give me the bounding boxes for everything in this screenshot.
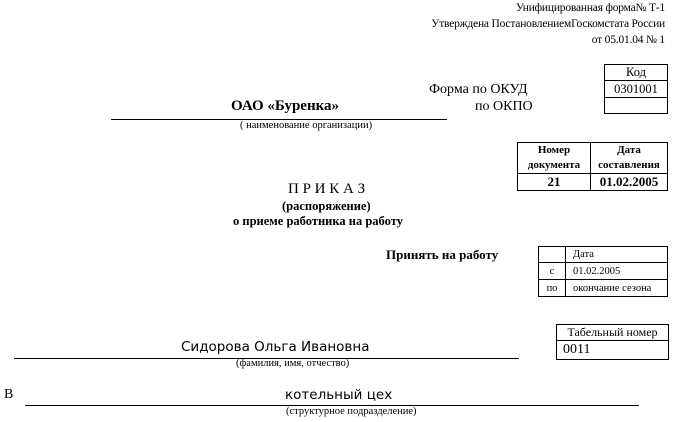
hire-empty-cell [539, 247, 566, 263]
document-subtitle: (распоряжение) [282, 199, 371, 213]
document-purpose: о приеме работника на работу [233, 214, 403, 228]
hire-to-value: окончание сезона [566, 280, 668, 297]
tab-number-value: 0011 [557, 341, 669, 360]
hire-from-label: с [539, 263, 566, 280]
kod-header: Код [605, 65, 668, 81]
hire-date-header: Дата [566, 247, 668, 263]
okud-value: 0301001 [605, 81, 668, 98]
hire-dates-table [538, 246, 668, 297]
employee-name: Сидорова Ольга Ивановна [181, 339, 370, 355]
doc-number-header [518, 143, 591, 174]
department-prefix: В [4, 387, 14, 402]
hire-to-label: по [539, 280, 566, 297]
doc-date-header-l1: Дата [617, 144, 641, 156]
doc-number-header-l2: документа [527, 159, 581, 171]
hire-from-value: 01.02.2005 [566, 263, 668, 280]
tab-number-table [556, 324, 669, 360]
department-caption: (структурное подразделение) [286, 406, 417, 417]
doc-number-value: 21 [518, 174, 591, 191]
employee-name-caption: (фамилия, имя, отчество) [236, 358, 350, 369]
document-title: П Р И К А З [288, 181, 366, 197]
okpo-value [605, 98, 668, 114]
department-name: котельный цех [285, 387, 393, 403]
doc-date-header [591, 143, 668, 174]
approval-date-line: от 05.01.04 № 1 [591, 34, 665, 46]
document-table [517, 142, 668, 191]
okud-label: Форма по ОКУД [429, 82, 528, 97]
doc-date-header-l2: составления [598, 159, 660, 171]
organization-name: ОАО «Буренка» [231, 98, 340, 114]
form-type-line: Унифицированная форма№ Т-1 [515, 2, 665, 14]
doc-number-header-l1: Номер [537, 144, 571, 156]
organization-caption: ( наименование организации) [240, 120, 373, 131]
okpo-label: по ОКПО [475, 99, 533, 114]
doc-date-value: 01.02.2005 [591, 174, 668, 191]
approval-line: Утверждена ПостановлениемГоскомстата России [431, 18, 665, 30]
hire-label: Принять на работу [386, 247, 499, 262]
tab-number-header: Табельный номер [557, 325, 669, 341]
codes-table [604, 64, 668, 114]
